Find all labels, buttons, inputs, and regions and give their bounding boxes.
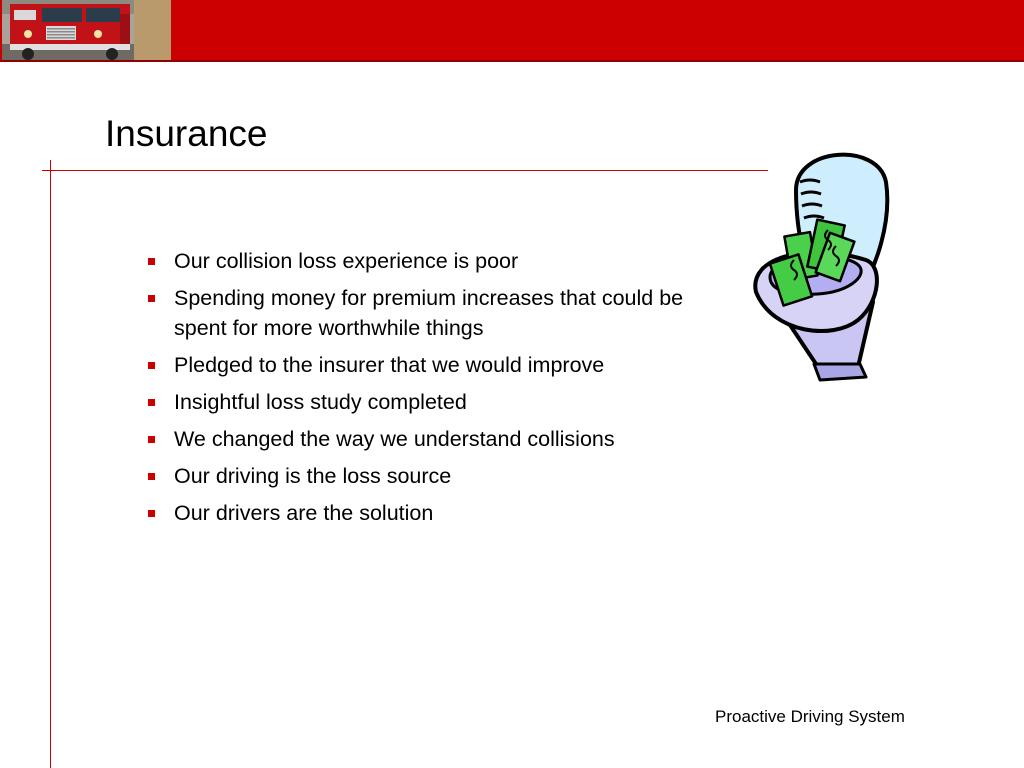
bullet-text: Insightful loss study completed [174,390,467,414]
list-item [147,246,707,276]
money-toilet-clipart [748,142,898,387]
list-item [147,350,707,380]
footer-text: Proactive Driving System [715,707,905,726]
title-underline-rule [42,170,768,171]
list-item [147,387,707,417]
square-bullet-icon [148,258,155,265]
square-bullet-icon [148,436,155,443]
list-item [147,283,707,343]
bullet-text: Our driving is the loss source [174,464,452,488]
bullet-list [147,246,707,535]
square-bullet-icon [148,510,155,517]
bullet-text: Our collision loss experience is poor [174,249,519,273]
square-bullet-icon [148,295,155,302]
slide-title: Insurance [105,113,268,154]
square-bullet-icon [148,362,155,369]
bullet-text: Spending money for premium increases that could be spent for more worthwhile things [174,286,684,340]
list-item [147,498,707,528]
list-item [147,461,707,491]
vertical-accent-rule [50,160,51,768]
square-bullet-icon [148,399,155,406]
header-band [0,0,1024,62]
list-item [147,424,707,454]
fire-truck-photo [2,0,171,60]
bullet-text: We changed the way we understand collisions [174,427,615,451]
bullet-text: Pledged to the insurer that we would improve [174,353,605,377]
bullet-text: Our drivers are the solution [174,501,434,525]
square-bullet-icon [148,473,155,480]
